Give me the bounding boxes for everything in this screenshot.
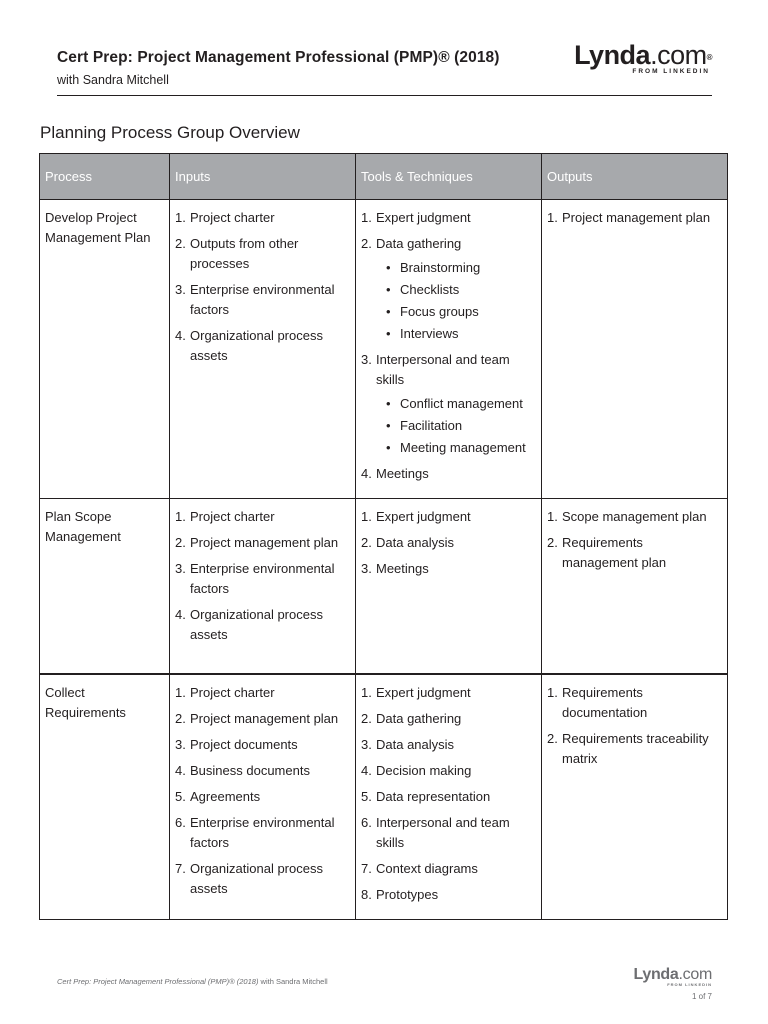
footer-course-title: Cert Prep: Project Management Professional (PMP)® (2018) xyxy=(57,977,259,986)
item-text: Requirements management plan xyxy=(562,535,667,570)
item-text: Requirements documentation xyxy=(562,685,648,720)
document-header xyxy=(57,40,712,96)
item-text: Enterprise environmental factors xyxy=(190,815,335,850)
tools-cell xyxy=(356,499,542,675)
item-text: Prototypes xyxy=(376,887,439,902)
outputs-cell xyxy=(542,200,728,499)
list-item xyxy=(547,683,722,723)
list-item xyxy=(547,729,722,769)
bullet-list xyxy=(376,258,536,344)
item-text: Project management plan xyxy=(190,535,339,550)
item-text: Organizational process assets xyxy=(190,607,323,642)
numbered-list xyxy=(547,208,722,228)
numbered-list xyxy=(547,507,722,573)
item-number: 1. xyxy=(175,509,186,524)
column-header-outputs: Outputs xyxy=(542,154,728,200)
item-text: Organizational process assets xyxy=(190,861,323,896)
footer-logo-word: Lynda xyxy=(633,966,679,983)
table-row xyxy=(40,674,728,920)
item-text: Meetings xyxy=(376,466,429,481)
tools-cell xyxy=(356,200,542,499)
list-item xyxy=(175,709,350,729)
column-header-tools: Tools & Techniques xyxy=(356,154,542,200)
list-item xyxy=(547,208,722,228)
item-text: Data analysis xyxy=(376,737,455,752)
document-title: Cert Prep: Project Management Professional (PMP)® (2018) xyxy=(57,49,500,66)
item-text: Business documents xyxy=(190,763,310,778)
list-item xyxy=(361,885,536,905)
item-number: 2. xyxy=(361,236,372,251)
numbered-list xyxy=(175,208,350,366)
item-number: 1. xyxy=(361,509,372,524)
list-item xyxy=(175,787,350,807)
list-item xyxy=(175,605,350,645)
item-number: 2. xyxy=(361,535,372,550)
inputs-cell xyxy=(170,674,356,920)
item-number: 4. xyxy=(361,763,372,778)
item-text: Scope management plan xyxy=(562,509,707,524)
list-item xyxy=(175,280,350,320)
item-number: 1. xyxy=(547,509,558,524)
list-item xyxy=(361,559,536,579)
process-cell: Collect Requirements xyxy=(40,674,170,920)
list-item xyxy=(175,507,350,527)
item-text: Requirements traceability matrix xyxy=(562,731,709,766)
list-item xyxy=(175,533,350,553)
tools-cell xyxy=(356,674,542,920)
process-cell: Plan Scope Management xyxy=(40,499,170,675)
item-number: 2. xyxy=(547,535,558,550)
item-text: Enterprise environmental factors xyxy=(190,561,335,596)
item-number: 5. xyxy=(175,789,186,804)
footer-lynda-logo xyxy=(633,966,712,987)
page-number: 1 of 7 xyxy=(691,992,712,1001)
list-item xyxy=(361,813,536,853)
numbered-list xyxy=(547,683,722,769)
column-header-process: Process xyxy=(40,154,170,200)
item-number: 7. xyxy=(175,861,186,876)
process-table xyxy=(39,153,728,920)
list-item xyxy=(547,507,722,527)
outputs-cell xyxy=(542,499,728,675)
item-number: 4. xyxy=(175,328,186,343)
item-number: 2. xyxy=(175,535,186,550)
item-number: 6. xyxy=(361,815,372,830)
item-text: Project management plan xyxy=(190,711,339,726)
item-text: Enterprise environmental factors xyxy=(190,282,335,317)
list-item xyxy=(175,208,350,228)
numbered-list xyxy=(175,507,350,645)
logo-dotcom: .com xyxy=(650,40,707,70)
item-number: 5. xyxy=(361,789,372,804)
list-item xyxy=(361,709,536,729)
outputs-cell xyxy=(542,674,728,920)
list-item xyxy=(175,234,350,274)
inputs-cell xyxy=(170,499,356,675)
numbered-list xyxy=(175,683,350,899)
item-number: 1. xyxy=(175,210,186,225)
item-number: 2. xyxy=(175,236,186,251)
item-text: Data gathering xyxy=(376,711,462,726)
lynda-logo xyxy=(574,40,712,75)
logo-registered-mark: ® xyxy=(706,53,712,62)
item-number: 1. xyxy=(361,210,372,225)
item-text: Project management plan xyxy=(562,210,711,225)
item-number: 1. xyxy=(361,685,372,700)
bullet-item: • Facilitation xyxy=(376,416,536,436)
item-text: Project charter xyxy=(190,685,275,700)
item-text: Expert judgment xyxy=(376,210,471,225)
table-header-row xyxy=(40,154,728,200)
item-number: 6. xyxy=(175,815,186,830)
item-number: 1. xyxy=(547,685,558,700)
item-text: Project documents xyxy=(190,737,298,752)
bullet-item: • Checklists xyxy=(376,280,536,300)
item-text: Data analysis xyxy=(376,535,455,550)
item-number: 8. xyxy=(361,887,372,902)
bullet-item: • Conflict management xyxy=(376,394,536,414)
item-number: 3. xyxy=(361,352,372,367)
item-number: 7. xyxy=(361,861,372,876)
item-text: Data gathering xyxy=(376,236,462,251)
list-item xyxy=(361,464,536,484)
item-text: Data representation xyxy=(376,789,491,804)
document-subtitle: with Sandra Mitchell xyxy=(57,73,169,87)
numbered-list xyxy=(361,208,536,484)
inputs-cell xyxy=(170,200,356,499)
list-item xyxy=(175,735,350,755)
item-number: 3. xyxy=(361,737,372,752)
item-number: 2. xyxy=(361,711,372,726)
item-number: 3. xyxy=(361,561,372,576)
item-number: 3. xyxy=(175,282,186,297)
list-item xyxy=(361,208,536,228)
item-text: Expert judgment xyxy=(376,685,471,700)
item-text: Interpersonal and team skills xyxy=(376,352,510,387)
list-item xyxy=(361,787,536,807)
item-text: Outputs from other processes xyxy=(190,236,299,271)
list-item xyxy=(175,683,350,703)
item-text: Agreements xyxy=(190,789,261,804)
bullet-item: • Meeting management xyxy=(376,438,536,458)
list-item xyxy=(175,761,350,781)
list-item xyxy=(547,533,722,573)
list-item xyxy=(175,859,350,899)
item-number: 4. xyxy=(175,607,186,622)
item-text: Interpersonal and team skills xyxy=(376,815,510,850)
bullet-item: • Brainstorming xyxy=(376,258,536,278)
list-item xyxy=(361,683,536,703)
header-divider xyxy=(57,95,712,96)
numbered-list xyxy=(361,507,536,579)
logo-tagline: FROM LINKEDIN xyxy=(632,68,710,75)
item-number: 4. xyxy=(175,763,186,778)
item-text: Project charter xyxy=(190,509,275,524)
process-cell: Develop Project Management Plan xyxy=(40,200,170,499)
bullet-list xyxy=(376,394,536,458)
column-header-inputs: Inputs xyxy=(170,154,356,200)
footer-logo-tagline: FROM LINKEDIN xyxy=(667,982,712,987)
footer-course-credit xyxy=(57,977,328,986)
list-item xyxy=(361,507,536,527)
list-item xyxy=(361,234,536,344)
item-text: Project charter xyxy=(190,210,275,225)
numbered-list xyxy=(361,683,536,905)
item-number: 2. xyxy=(547,731,558,746)
list-item xyxy=(361,350,536,458)
item-number: 1. xyxy=(547,210,558,225)
item-text: Expert judgment xyxy=(376,509,471,524)
list-item xyxy=(361,859,536,879)
bullet-item: • Focus groups xyxy=(376,302,536,322)
logo-word: Lynda xyxy=(574,40,651,70)
item-text: Decision making xyxy=(376,763,472,778)
list-item xyxy=(361,533,536,553)
bullet-item: • Interviews xyxy=(376,324,536,344)
item-text: Organizational process assets xyxy=(190,328,323,363)
list-item xyxy=(175,559,350,599)
list-item xyxy=(175,813,350,853)
table-row xyxy=(40,499,728,675)
list-item xyxy=(361,735,536,755)
section-title: Planning Process Group Overview xyxy=(40,123,300,142)
item-number: 3. xyxy=(175,737,186,752)
item-text: Context diagrams xyxy=(376,861,478,876)
item-number: 4. xyxy=(361,466,372,481)
table-row xyxy=(40,200,728,499)
item-number: 1. xyxy=(175,685,186,700)
list-item xyxy=(175,326,350,366)
item-text: Meetings xyxy=(376,561,429,576)
item-number: 2. xyxy=(175,711,186,726)
footer-author: with Sandra Mitchell xyxy=(258,977,328,986)
list-item xyxy=(361,761,536,781)
footer-logo-dotcom: .com xyxy=(678,966,712,983)
item-number: 3. xyxy=(175,561,186,576)
